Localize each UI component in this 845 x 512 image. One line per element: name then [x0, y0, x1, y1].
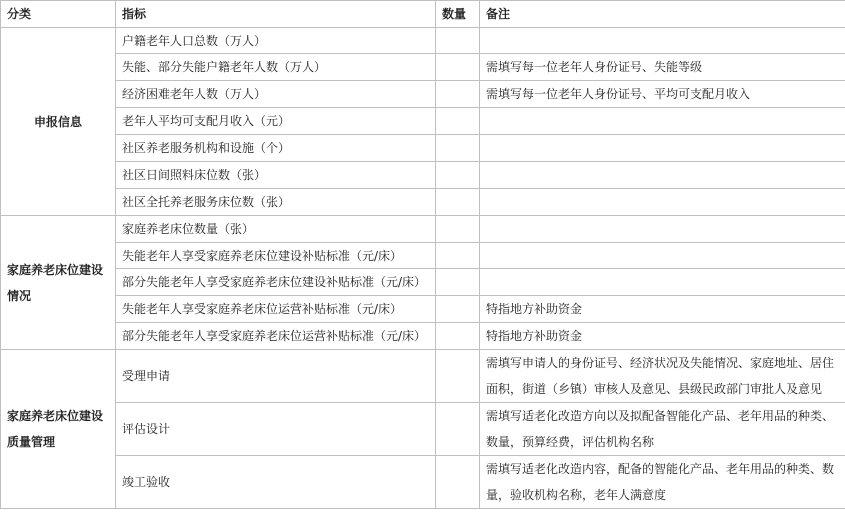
remarks-cell	[480, 243, 845, 269]
quantity-cell[interactable]	[436, 350, 480, 403]
quantity-cell[interactable]	[436, 81, 480, 108]
remarks-cell: 特指地方补助资金	[480, 323, 845, 350]
quantity-cell[interactable]	[436, 216, 480, 243]
remarks-cell	[480, 108, 845, 135]
remarks-cell	[480, 28, 845, 54]
indicator-cell: 家庭养老床位数量（张）	[116, 216, 436, 243]
indicator-cell: 户籍老年人口总数（万人）	[116, 28, 436, 54]
table-row	[1, 81, 845, 108]
table-row	[1, 403, 845, 456]
remarks-cell: 需填写申请人的身份证号、经济状况及失能情况、家庭地址、居住面积，街道（乡镇）审核人及意见、县级民政部门审批人及意见	[480, 350, 845, 403]
table-row	[1, 108, 845, 135]
indicator-cell: 失能老年人享受家庭养老床位运营补贴标准（元/床）	[116, 296, 436, 323]
header-indicator: 指标	[116, 1, 436, 28]
category-cell-quality: 家庭养老床位建设质量管理	[1, 350, 116, 509]
remarks-cell: 需填写适老化改造方向以及拟配备智能化产品、老年用品的种类、数量，预算经费，评估机构名称	[480, 403, 845, 456]
remarks-cell: 需填写每一位老年人身份证号、平均可支配月收入	[480, 81, 845, 108]
quantity-cell[interactable]	[436, 189, 480, 216]
quantity-cell[interactable]	[436, 54, 480, 81]
quantity-cell[interactable]	[436, 323, 480, 350]
remarks-cell: 特指地方补助资金	[480, 296, 845, 323]
category-cell-declaration: 申报信息	[1, 28, 116, 216]
table-row	[1, 243, 845, 269]
indicator-cell: 社区全托养老服务床位数（张）	[116, 189, 436, 216]
quantity-cell[interactable]	[436, 456, 480, 509]
indicator-cell: 评估设计	[116, 403, 436, 456]
table-row	[1, 296, 845, 323]
header-remarks: 备注	[480, 1, 845, 28]
indicator-cell: 经济困难老年人数（万人）	[116, 81, 436, 108]
remarks-cell: 需填写适老化改造内容，配备的智能化产品、老年用品的种类、数量，验收机构名称，老年人满意度	[480, 456, 845, 509]
quantity-cell[interactable]	[436, 135, 480, 162]
quantity-cell[interactable]	[436, 28, 480, 54]
table-row	[1, 135, 845, 162]
table-row	[1, 54, 845, 81]
indicator-cell: 老年人平均可支配月收入（元）	[116, 108, 436, 135]
table-row	[1, 162, 845, 189]
indicator-cell: 失能、部分失能户籍老年人数（万人）	[116, 54, 436, 81]
remarks-cell	[480, 135, 845, 162]
quantity-cell[interactable]	[436, 403, 480, 456]
indicator-cell: 部分失能老年人享受家庭养老床位运营补贴标准（元/床）	[116, 323, 436, 350]
remarks-cell	[480, 162, 845, 189]
remarks-cell	[480, 216, 845, 243]
indicator-cell: 竣工验收	[116, 456, 436, 509]
table-row	[1, 323, 845, 350]
indicator-cell: 社区日间照料床位数（张）	[116, 162, 436, 189]
indicator-cell: 受理申请	[116, 350, 436, 403]
category-cell-construction: 家庭养老床位建设情况	[1, 216, 116, 350]
table-row	[1, 269, 845, 296]
indicator-cell: 失能老年人享受家庭养老床位建设补贴标准（元/床）	[116, 243, 436, 269]
table-row	[1, 350, 845, 403]
quantity-cell[interactable]	[436, 162, 480, 189]
remarks-cell: 需填写每一位老年人身份证号、失能等级	[480, 54, 845, 81]
table-row	[1, 216, 845, 243]
table-header-row	[1, 1, 845, 28]
table-row	[1, 456, 845, 509]
remarks-cell	[480, 269, 845, 296]
quantity-cell[interactable]	[436, 269, 480, 296]
quantity-cell[interactable]	[436, 243, 480, 269]
header-category: 分类	[1, 1, 116, 28]
header-quantity: 数量	[436, 1, 480, 28]
table-row	[1, 28, 845, 54]
indicator-cell: 部分失能老年人享受家庭养老床位建设补贴标准（元/床）	[116, 269, 436, 296]
table-row	[1, 189, 845, 216]
indicator-cell: 社区养老服务机构和设施（个）	[116, 135, 436, 162]
quantity-cell[interactable]	[436, 108, 480, 135]
remarks-cell	[480, 189, 845, 216]
quantity-cell[interactable]	[436, 296, 480, 323]
